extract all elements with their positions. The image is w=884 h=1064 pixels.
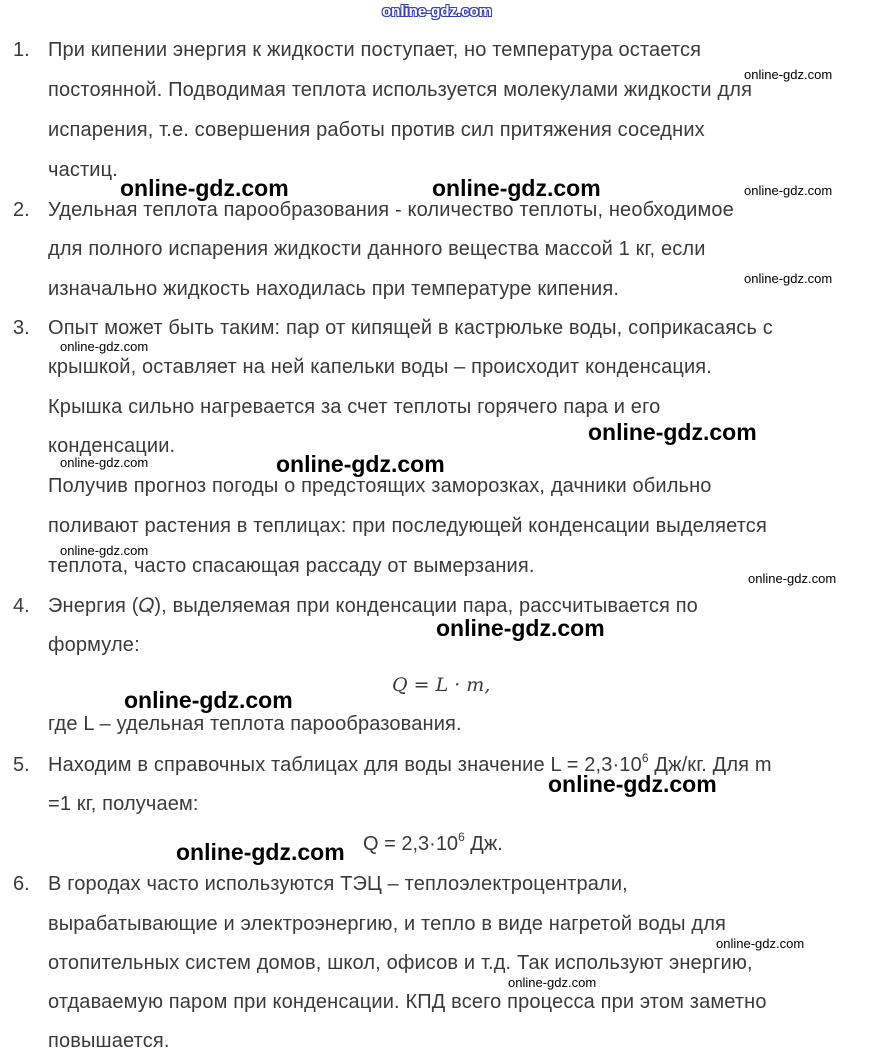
item-6-line-4: отдаваемую паром при конденсации. КПД всего процесса при этом заметно <box>48 991 767 1013</box>
item-3-line-2: крышкой, оставляет на ней капельки воды – происходит конденсация. <box>48 356 712 378</box>
item-2-line-2: для полного испарения жидкости данного вещества массой 1 кг, если <box>48 238 706 260</box>
watermark-small: online-gdz.com <box>744 271 833 286</box>
item-3-line-3: Крышка сильно нагревается за счет теплоты горячего пара и его <box>48 396 661 418</box>
watermark-small: online-gdz.com <box>60 455 149 470</box>
item-4-number: 4. <box>13 595 30 617</box>
watermark-big: online-gdz.com <box>436 615 605 641</box>
item-6-line-2: вырабатывающие и электроэнергию, и тепло в виде нагретой воды для <box>48 913 726 935</box>
watermark-big: online-gdz.com <box>588 419 757 445</box>
watermark-small: online-gdz.com <box>716 936 805 951</box>
item-1-line-3: испарения, т.е. совершения работы против сил притяжения соседних <box>48 119 705 141</box>
item-6-line-3: отопительных систем домов, школ, офисов и т.д. Так используют энергию, <box>48 952 753 974</box>
header-watermark: online-gdz.com <box>382 3 492 20</box>
item-4-line-2: формуле: <box>48 634 140 656</box>
item-3-line-1: Опыт может быть таким: пар от кипящей в кастрюльке воды, соприкасаясь с <box>48 317 773 339</box>
item-3-line-7: теплота, часто спасающая рассаду от вымерзания. <box>48 555 535 577</box>
item-2-number: 2. <box>13 199 30 221</box>
item-4-formula: 𝑄 = 𝐿 · 𝑚, <box>392 674 491 696</box>
watermark-big: online-gdz.com <box>124 687 293 713</box>
watermark-small: online-gdz.com <box>60 543 149 558</box>
watermark-big: online-gdz.com <box>432 175 601 201</box>
watermark-big: online-gdz.com <box>176 839 345 865</box>
item-6-number: 6. <box>13 873 30 895</box>
item-1-line-2: постоянной. Подводимая теплота используется молекулами жидкости для <box>48 79 753 101</box>
watermark-big: online-gdz.com <box>548 771 717 797</box>
watermark-big: online-gdz.com <box>120 175 289 201</box>
watermark-small: online-gdz.com <box>748 571 837 586</box>
item-5-formula: $Q = 2,3\cdot 10^6$ Дж. <box>363 830 503 855</box>
watermark-small: online-gdz.com <box>60 339 149 354</box>
item-1-number: 1. <box>13 39 30 61</box>
item-1-line-4: частиц. <box>48 159 118 181</box>
item-5-line-1: Находим в справочных таблицах для воды значение $L = 2,3\cdot 10^6$ Дж/кг. Для m <box>48 751 772 776</box>
watermark-small: online-gdz.com <box>508 975 597 990</box>
item-4-line-1: Энергия (𝑄), выделяемая при конденсации пара, рассчитывается по <box>48 595 698 617</box>
watermark-small: online-gdz.com <box>744 67 833 82</box>
watermark-small: online-gdz.com <box>744 183 833 198</box>
watermark-big: online-gdz.com <box>276 451 445 477</box>
item-2-line-3: изначально жидкость находилась при температуре кипения. <box>48 278 620 300</box>
item-3-number: 3. <box>13 317 30 339</box>
item-6-line-1: В городах часто используются ТЭЦ – теплоэлектроцентрали, <box>48 873 628 895</box>
item-3-line-4: конденсации. <box>48 435 176 457</box>
item-4-after: где L – удельная теплота парообразования. <box>48 713 462 735</box>
item-5-line-2: =1 кг, получаем: <box>48 793 199 815</box>
item-1-line-1: При кипении энергия к жидкости поступает, но температура остается <box>48 39 702 61</box>
item-2-line-1: Удельная теплота парообразования - количество теплоты, необходимое <box>48 199 734 221</box>
item-3-line-6: поливают растения в теплицах: при последующей конденсации выделяется <box>48 515 767 537</box>
item-5-number: 5. <box>13 754 30 776</box>
item-6-line-5: повышается. <box>48 1030 170 1052</box>
item-3-line-5: Получив прогноз погоды о предстоящих заморозках, дачники обильно <box>48 475 712 497</box>
